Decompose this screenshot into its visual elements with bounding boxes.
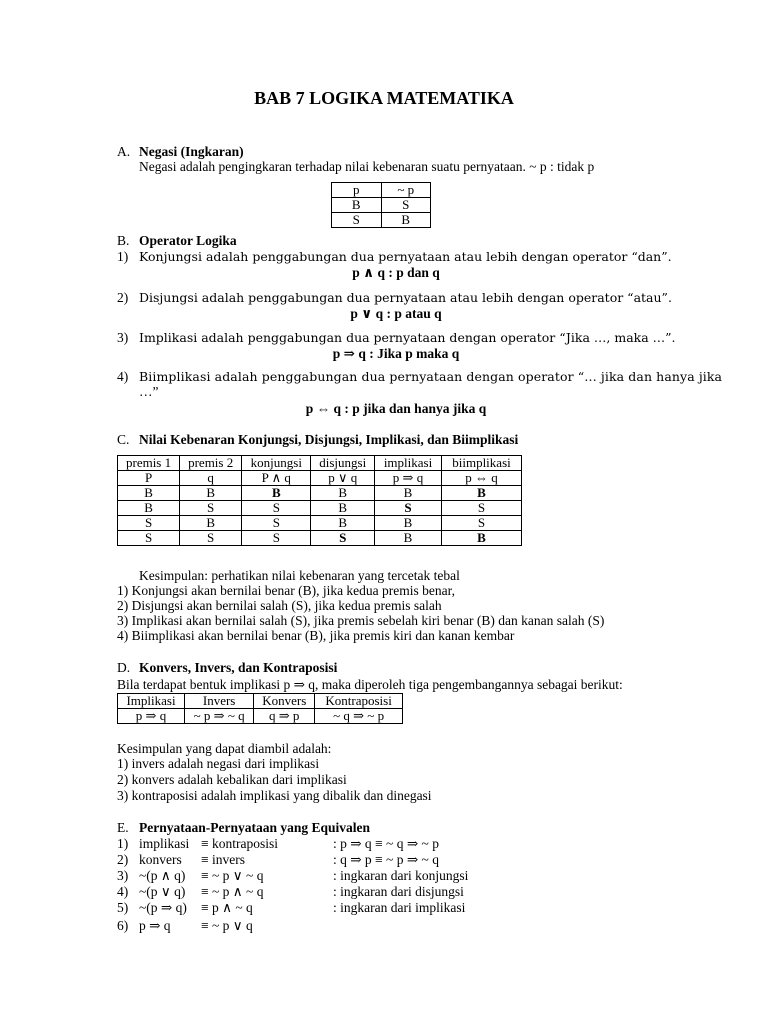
table-header-cell: P	[118, 471, 180, 486]
table-cell: p	[332, 183, 382, 198]
table-cell: B	[180, 516, 242, 531]
equivalence-left: konvers	[139, 852, 182, 867]
table-cell: S	[118, 531, 180, 546]
table-cell: S	[375, 501, 442, 516]
table-cell: B	[375, 486, 442, 501]
section-a-text: Negasi adalah pengingkaran terhadap nilai kebenaran suatu pernyataan. ~ p : tidak p	[139, 159, 595, 174]
formula: p ⇒ q : Jika p maka q	[332, 346, 460, 361]
list-item-number: 2)	[117, 290, 129, 305]
table-row	[332, 183, 431, 198]
section-a-heading: Negasi (Ingkaran)	[139, 144, 244, 159]
conclusion-item: 3) Implikasi akan bernilai salah (S), jika premis sebelah kiri benar (B) dan kanan salah (S)	[117, 613, 605, 628]
truth-table	[117, 455, 522, 546]
table-header-cell: Konvers	[254, 694, 315, 709]
table-header-cell: q	[180, 471, 242, 486]
table-cell: ~ q ⇒ ~ p	[315, 709, 403, 724]
equivalence-equivalent: ≡ ~ p ∨ ~ q	[201, 868, 264, 883]
section-b-heading: Operator Logika	[139, 233, 237, 248]
equivalence-number: 4)	[117, 884, 129, 899]
table-cell: B	[242, 486, 311, 501]
equivalence-left: ~(p ⇒ q)	[139, 900, 187, 915]
equivalence-left: implikasi	[139, 836, 190, 851]
equivalence-left: p ⇒ q	[139, 918, 171, 933]
page-title: BAB 7 LOGIKA MATEMATIKA	[254, 88, 514, 108]
section-b-label: B.	[117, 233, 130, 248]
equivalence-equivalent: ≡ ~ p ∧ ~ q	[201, 884, 264, 899]
table-row	[118, 709, 403, 724]
negation-table	[331, 182, 431, 228]
table-header-cell: konjungsi	[242, 456, 311, 471]
table-header-cell: p ∨ q	[311, 471, 375, 486]
equivalence-equivalent: ≡ p ∧ ~ q	[201, 900, 253, 915]
table-row	[332, 198, 431, 213]
conclusion-item: 1) invers adalah negasi dari implikasi	[117, 756, 320, 771]
conclusion-title: Kesimpulan yang dapat diambil adalah:	[117, 741, 332, 756]
table-cell: B	[311, 501, 375, 516]
equivalence-note: : q ⇒ p ≡ ~ p ⇒ ~ q	[333, 852, 439, 867]
section-e-heading: Pernyataan-Pernyataan yang Equivalen	[139, 820, 371, 835]
equivalence-number: 2)	[117, 852, 129, 867]
table-row	[118, 531, 522, 546]
table-header-cell: Kontraposisi	[315, 694, 403, 709]
table-cell: ~ p ⇒ ~ q	[185, 709, 254, 724]
list-item-text: Disjungsi adalah penggabungan dua pernyataan atau lebih dengan operator “atau”.	[139, 290, 672, 305]
table-row	[118, 501, 522, 516]
equivalence-number: 1)	[117, 836, 129, 851]
list-item-number: 1)	[117, 249, 129, 264]
conclusion-item: 4) Biimplikasi akan bernilai benar (B), jika premis kiri dan kanan kembar	[117, 628, 515, 643]
table-cell: S	[180, 501, 242, 516]
table-cell: q ⇒ p	[254, 709, 315, 724]
table-cell: B	[311, 516, 375, 531]
equivalence-note: : ingkaran dari konjungsi	[333, 868, 469, 883]
table-row	[332, 213, 431, 228]
conclusion-item: 3) kontraposisi adalah implikasi yang dibalik dan dinegasi	[117, 788, 432, 803]
conclusion-item: 2) Disjungsi akan bernilai salah (S), jika kedua premis salah	[117, 598, 442, 613]
table-cell: S	[242, 516, 311, 531]
list-item-number: 4)	[117, 369, 129, 384]
table-header-cell: Invers	[185, 694, 254, 709]
table-cell: ~ p	[381, 183, 431, 198]
section-e-label: E.	[117, 820, 129, 835]
table-cell: S	[441, 501, 521, 516]
table-header-cell: biimplikasi	[441, 456, 521, 471]
equivalence-number: 5)	[117, 900, 129, 915]
table-cell: B	[441, 486, 521, 501]
table-cell: B	[441, 531, 521, 546]
list-item-text-cont: …”	[139, 384, 159, 399]
table-header-row	[118, 471, 522, 486]
table-header-cell: Implikasi	[118, 694, 185, 709]
table-row	[118, 694, 403, 709]
equivalence-left: ~(p ∧ q)	[139, 868, 186, 883]
formula: p ⇔ q : p jika dan hanya jika q	[305, 401, 487, 416]
table-row	[118, 486, 522, 501]
list-item-text: Konjungsi adalah penggabungan dua pernyataan atau lebih dengan operator “dan”.	[139, 249, 672, 264]
table-cell: B	[375, 516, 442, 531]
section-d-label: D.	[117, 660, 131, 675]
section-c-heading: Nilai Kebenaran Konjungsi, Disjungsi, Implikasi, dan Biimplikasi	[139, 432, 519, 447]
equivalence-note: : p ⇒ q ≡ ~ q ⇒ ~ p	[333, 836, 439, 851]
equivalence-number: 3)	[117, 868, 129, 883]
table-header-cell: P ∧ q	[242, 471, 311, 486]
equivalence-number: 6)	[117, 918, 129, 933]
equivalence-equivalent: ≡ invers	[201, 852, 245, 867]
formula: p ∨ q : p atau q	[350, 306, 442, 321]
table-cell: B	[381, 213, 431, 228]
converse-table	[117, 693, 403, 724]
table-header-row	[118, 456, 522, 471]
table-cell: S	[311, 531, 375, 546]
table-row	[118, 516, 522, 531]
section-d-heading: Konvers, Invers, dan Kontraposisi	[139, 660, 338, 675]
table-cell: S	[441, 516, 521, 531]
table-cell: S	[242, 531, 311, 546]
list-item-text: Biimplikasi adalah penggabungan dua pernyataan dengan operator “… jika dan hanya jika	[139, 369, 723, 384]
table-header-cell: implikasi	[375, 456, 442, 471]
table-cell: S	[332, 213, 382, 228]
table-cell: B	[118, 501, 180, 516]
section-c-label: C.	[117, 432, 130, 447]
list-item-text: Implikasi adalah penggabungan dua pernyataan dengan operator “Jika …, maka …”.	[139, 330, 676, 345]
table-cell: B	[375, 531, 442, 546]
table-header-cell: p ⇒ q	[375, 471, 442, 486]
table-cell: B	[311, 486, 375, 501]
equivalence-note: : ingkaran dari implikasi	[333, 900, 466, 915]
formula: p ∧ q : p dan q	[352, 265, 440, 280]
conclusion-title: Kesimpulan: perhatikan nilai kebenaran yang tercetak tebal	[139, 568, 460, 583]
equivalence-left: ~(p ∨ q)	[139, 884, 186, 899]
table-cell: p ⇒ q	[118, 709, 185, 724]
equivalence-equivalent: ≡ ~ p ∨ q	[201, 918, 253, 933]
table-header-cell: p ⇔ q	[441, 471, 521, 486]
table-cell: S	[381, 198, 431, 213]
table-cell: S	[242, 501, 311, 516]
table-header-cell: premis 1	[118, 456, 180, 471]
list-item-number: 3)	[117, 330, 129, 345]
table-header-cell: premis 2	[180, 456, 242, 471]
table-cell: S	[180, 531, 242, 546]
section-a-label: A.	[117, 144, 131, 159]
table-cell: B	[332, 198, 382, 213]
conclusion-item: 2) konvers adalah kebalikan dari implikasi	[117, 772, 347, 787]
table-cell: B	[180, 486, 242, 501]
table-header-cell: disjungsi	[311, 456, 375, 471]
equivalence-equivalent: ≡ kontraposisi	[201, 836, 278, 851]
section-d-intro: Bila terdapat bentuk implikasi p ⇒ q, maka diperoleh tiga pengembangannya sebagai berikut:	[117, 677, 623, 692]
table-cell: S	[118, 516, 180, 531]
equivalence-note: : ingkaran dari disjungsi	[333, 884, 464, 899]
table-cell: B	[118, 486, 180, 501]
conclusion-item: 1) Konjungsi akan bernilai benar (B), jika kedua premis benar,	[117, 583, 455, 598]
